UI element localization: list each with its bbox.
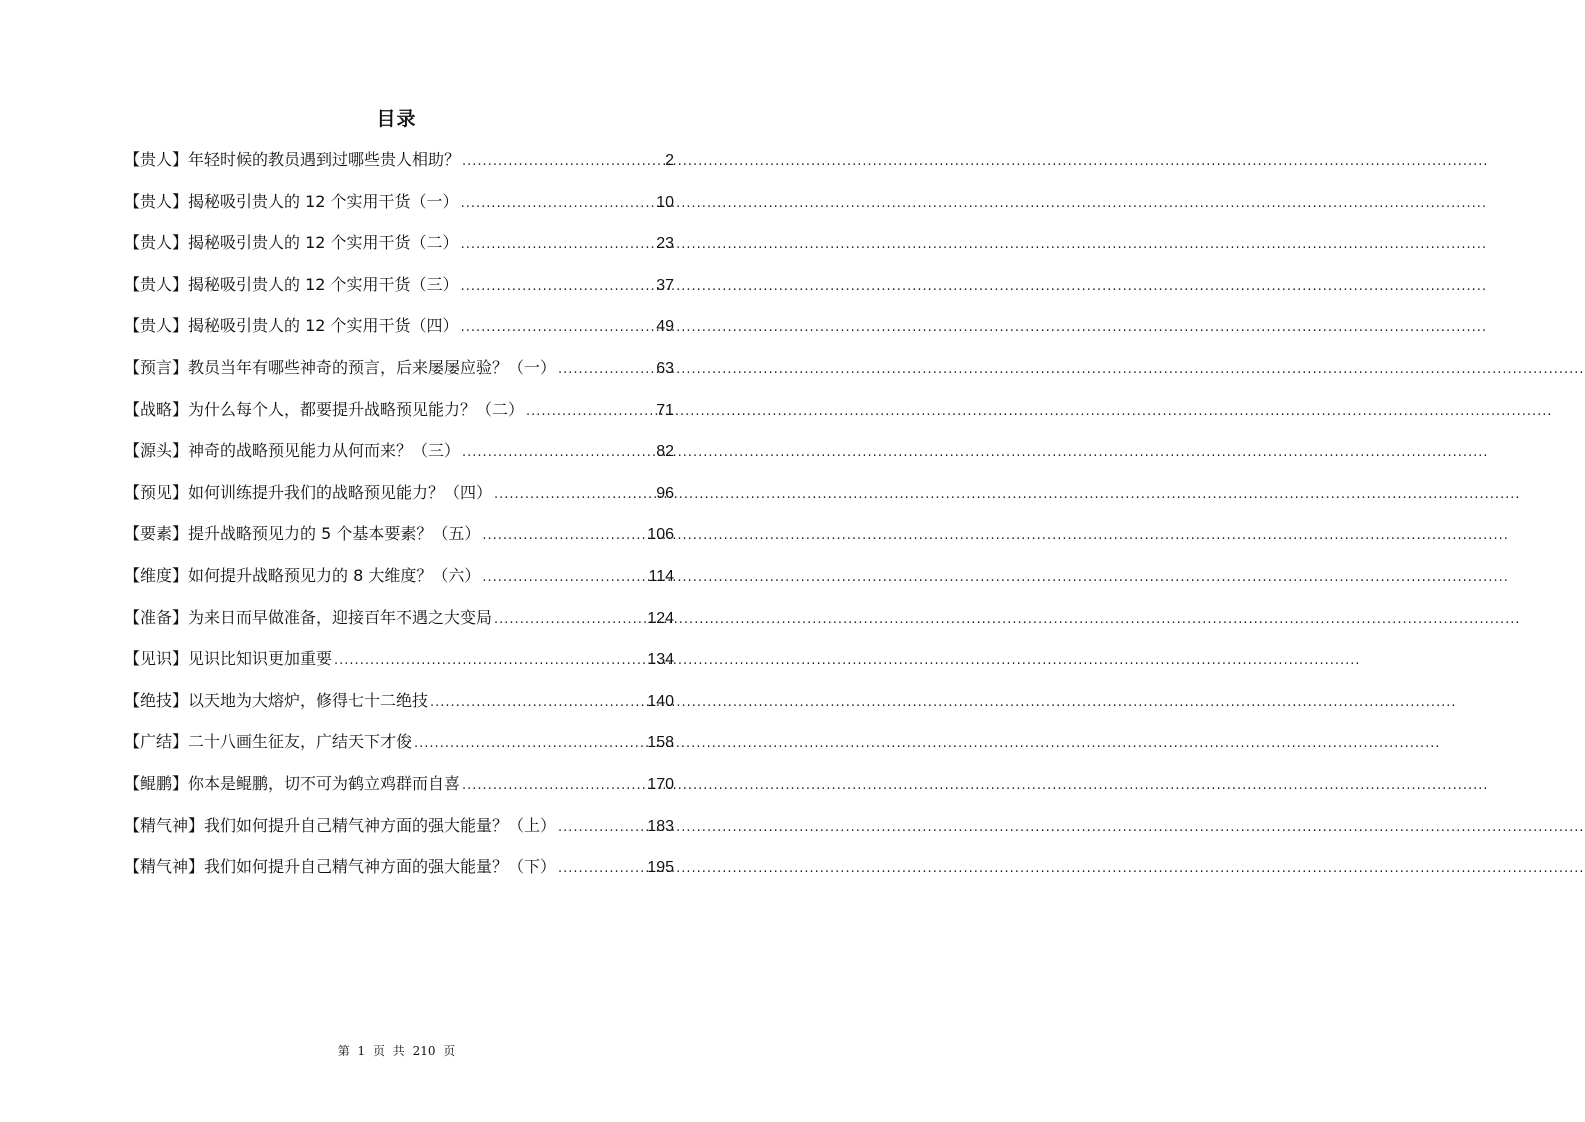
toc-dot-leader (414, 730, 645, 758)
toc-dot-leader (334, 647, 645, 675)
toc-entry-page-number: 49 (656, 318, 674, 336)
toc-entry-title: 揭秘吸引贵人的 12 个实用干货（二） (188, 233, 459, 253)
toc-dot-leader (558, 356, 654, 384)
toc-entry-tag: 【贵人】 (124, 274, 189, 294)
toc-dot-leader (461, 273, 655, 301)
toc-entry[interactable] (124, 770, 674, 812)
toc-entry-title: 教员当年有哪些神奇的预言，后来屡屡应验？（一） (188, 357, 557, 377)
toc-entry-page-number: 183 (647, 817, 674, 835)
toc-entry-title: 如何提升战略预见力的 8 大维度？（六） (188, 565, 481, 585)
toc-entry-tag: 【绝技】 (124, 690, 189, 710)
toc-entry[interactable] (124, 271, 674, 313)
toc-entry-title: 二十八画生征友，广结天下才俊 (188, 732, 413, 752)
toc-entry-title: 见识比知识更加重要 (188, 649, 333, 669)
toc-entry[interactable] (124, 645, 674, 687)
toc-entry-tag: 【精气神】 (124, 857, 205, 877)
toc-entry-tag: 【贵人】 (124, 233, 189, 253)
toc-entry-page-number: 23 (656, 235, 674, 253)
toc-entry-tag: 【见识】 (124, 649, 189, 669)
toc-dot-leader (461, 190, 655, 218)
page-title: 目录 (376, 108, 417, 130)
toc-dot-leader (558, 855, 645, 883)
toc-entry-title: 为什么每个人，都要提升战略预见能力？（二） (188, 399, 525, 419)
toc-entry-page-number: 63 (656, 359, 674, 377)
page-footer: 第 1 页 共 210 页 (337, 1044, 456, 1058)
toc-entry-tag: 【精气神】 (124, 815, 205, 835)
toc-entry-tag: 【维度】 (124, 565, 189, 585)
toc-entry-tag: 【贵人】 (124, 150, 189, 169)
toc-entry-page-number: 71 (656, 401, 674, 419)
toc-entry-title: 揭秘吸引贵人的 12 个实用干货（三） (188, 274, 459, 294)
toc-entry-page-number: 106 (647, 526, 674, 544)
toc-entry-tag: 【准备】 (124, 607, 189, 627)
toc-dot-leader (461, 231, 655, 259)
toc-dot-leader (494, 606, 645, 634)
toc-dot-leader (461, 314, 655, 342)
toc-dot-leader (430, 689, 645, 717)
toc-entry-page-number: 170 (647, 775, 674, 793)
toc-dot-leader (494, 481, 654, 509)
toc-entry[interactable] (124, 687, 674, 729)
toc-dot-leader (482, 564, 646, 592)
toc-dot-leader (462, 772, 645, 800)
toc-entry-tag: 【贵人】 (124, 191, 189, 211)
toc-entry-tag: 【源头】 (124, 441, 189, 461)
toc-entry-page-number: 124 (647, 609, 674, 627)
toc-entry-title: 我们如何提升自己精气神方面的强大能量？（下） (204, 857, 557, 877)
toc-entry-title: 我们如何提升自己精气神方面的强大能量？（上） (204, 815, 557, 835)
toc-entry[interactable] (124, 188, 674, 230)
toc-entry-title: 年轻时候的教员遇到过哪些贵人相助？ (188, 150, 461, 169)
toc-entry-title: 你本是鲲鹏，切不可为鹤立鸡群而自喜 (188, 773, 461, 793)
toc-dot-leader (482, 522, 645, 550)
toc-entry-tag: 【要素】 (124, 524, 189, 544)
toc-entry-title: 如何训练提升我们的战略预见能力？（四） (188, 482, 493, 502)
toc-entry-title: 以天地为大熔炉，修得七十二绝技 (188, 690, 429, 710)
toc-entry-page-number: 82 (656, 443, 674, 461)
toc-entry[interactable] (124, 437, 674, 479)
toc-entry-tag: 【预言】 (124, 357, 189, 377)
toc-entry-page-number: 10 (656, 193, 674, 211)
toc-entry-page-number: 158 (647, 734, 674, 752)
toc-entry[interactable] (124, 479, 674, 521)
toc-dot-leader (462, 148, 663, 176)
toc-entry-title: 神奇的战略预见能力从何而来？（三） (188, 441, 461, 461)
toc-dot-leader (526, 398, 654, 426)
toc-entry-title: 揭秘吸引贵人的 12 个实用干货（四） (188, 316, 459, 336)
table-of-contents (124, 146, 674, 895)
toc-entry-page-number: 195 (647, 859, 674, 877)
toc-entry[interactable] (124, 146, 674, 188)
toc-entry[interactable] (124, 396, 674, 438)
toc-entry[interactable] (124, 312, 674, 354)
toc-entry-tag: 【贵人】 (124, 316, 189, 336)
toc-entry[interactable] (124, 604, 674, 646)
toc-entry-page-number: 134 (647, 651, 674, 669)
toc-entry[interactable] (124, 354, 674, 396)
toc-entry-page-number: 2 (665, 152, 674, 169)
toc-entry[interactable] (124, 812, 674, 854)
toc-entry-page-number: 37 (656, 276, 674, 294)
toc-entry[interactable] (124, 853, 674, 895)
toc-dot-leader (462, 439, 654, 467)
toc-entry-page-number: 140 (647, 692, 674, 710)
toc-entry[interactable] (124, 229, 674, 271)
toc-entry[interactable] (124, 520, 674, 562)
toc-entry-page-number: 96 (656, 484, 674, 502)
toc-entry-tag: 【广结】 (124, 732, 189, 752)
toc-entry-tag: 【预见】 (124, 482, 189, 502)
toc-dot-leader (558, 814, 645, 842)
toc-entry-title: 揭秘吸引贵人的 12 个实用干货（一） (188, 191, 459, 211)
toc-entry-title: 提升战略预见力的 5 个基本要素？（五） (188, 524, 481, 544)
toc-entry-title: 为来日而早做准备，迎接百年不遇之大变局 (188, 607, 493, 627)
toc-entry-page-number: 114 (648, 567, 674, 585)
toc-entry[interactable] (124, 728, 674, 770)
toc-entry-tag: 【鲲鹏】 (124, 773, 189, 793)
toc-entry[interactable] (124, 562, 674, 604)
toc-entry-tag: 【战略】 (124, 399, 189, 419)
